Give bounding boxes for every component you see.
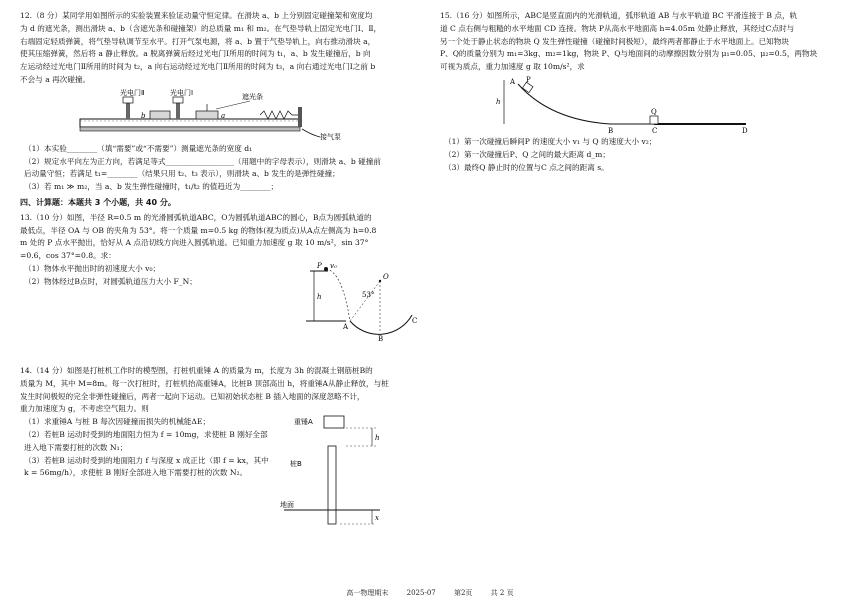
question-14 [20, 365, 428, 536]
h-label: h [317, 292, 322, 301]
q12-sub: （2）规定水平向左为正方向，若满足等式__________________（用题中的字母表示），则滑块 a、b 碰撞前 [24, 156, 381, 166]
q15-line: 15.（16 分）如图所示，ABC是竖直面内的光滑轨道，弧形轨道 AB 与水平轨道 BC 平滑连接于 B 点，轨 [440, 11, 798, 20]
q12-sub: 后动量守恒；若满足 t₁=________（结果只用 t₂、t₃ 表示），则滑块 a、b 发生的是弹性碰撞； [24, 169, 340, 179]
pile-label: 桩B [290, 460, 302, 469]
center-o-label: O [383, 272, 389, 281]
page-footer [0, 588, 860, 598]
q15-sub: （1）第一次碰撞后瞬间P 的速度大小 v₁ 与 Q 的速度大小 v₂； [444, 136, 657, 146]
q13-line: m 处的 P 点水平抛出，恰好从 A 点沿切线方向进入圆弧轨道。已知重力加速度 g 取 10 m/s²，sin 37° [20, 238, 369, 248]
height-h-label: h [496, 97, 501, 106]
height-h-label: h [375, 434, 380, 443]
track-pq-figure [440, 74, 842, 136]
q14-sub: 进入地下需要打桩的次数 N₁； [24, 442, 128, 452]
q13-sub: （2）物体经过B点时，对圆弧轨道压力大小 F_N； [24, 276, 197, 286]
q12-sub: （1）本实验________（填“需要”或“不需要”）测量遮光条的宽度 d₁ [24, 143, 253, 153]
q14-line: 质量为 M，其中 M=8m。每一次打桩时，打桩机抬高重锤A，比桩B 顶部高出 h，将重锤A从静止释放，与桩 [20, 378, 389, 388]
depth-x-label: x [375, 514, 379, 523]
footer-date: 2025-07 [406, 589, 436, 597]
q12-line: 为 d 的遮光条，测出滑块 a、b（含遮光条和碰撞架）的总质量 m₁ 和 m₂。在气垫导轨上固定光电门Ⅰ、Ⅱ， [20, 23, 382, 33]
q14-sub: k = 56mg/h），求使桩 B 刚好全部进入地下需要打桩的次数 N₂。 [24, 468, 248, 478]
q15-sub: （2）第一次碰撞后P、Q 之间的最大距离 d_m； [444, 149, 610, 159]
footer-total: 共 2 页 [490, 589, 514, 597]
point-c-label: C [412, 316, 418, 325]
point-b-label: B [378, 334, 384, 343]
strip-label: 遮光条 [242, 92, 263, 101]
q12-line: 右端固定轻质弹簧，将气垫导轨调节至水平。打开气泵电源，将 a、b 置于气垫导轨上，向右推动滑块 a， [20, 36, 376, 46]
point-a-label: A [510, 77, 516, 86]
question-15 [440, 10, 842, 174]
q14-line: 重力加速度为 g，不考虑空气阻力。则 [20, 404, 149, 414]
air-track-figure [20, 87, 428, 143]
q13-line: 13.（10 分）如图，半径 R=0.5 m 的光滑圆弧轨道ABC，O为圆弧轨道ABC的圆心，B点为圆弧轨道的 [20, 212, 372, 222]
q15-line: 可视为质点，重力加速度 g 取 10m/s²，求 [440, 62, 585, 72]
q15-sub: （3）最终Q 静止时的位置与C 点之间的距离 s。 [444, 162, 609, 172]
pile-b [328, 446, 336, 524]
q14-sub: （1）求重锤A 与桩 B 每次因碰撞而损失的机械能ΔE； [24, 417, 211, 427]
slider-b [150, 111, 170, 119]
spring [260, 111, 298, 119]
q14-sub: （3）若桩B 运动时受到的地面阻力 f 与深度 x 成正比（即 f = kx，其中 [24, 455, 269, 465]
block-q [650, 116, 658, 124]
q15-line: 另一个处于静止状态的物块 Q 发生弹性碰撞（碰撞时间极短），最终两者都静止于水平地面上。已知物块 [440, 36, 789, 46]
point-p-label: P [317, 261, 322, 270]
angle-label: 53° [362, 290, 375, 299]
left-column [20, 10, 428, 538]
question-13 [20, 212, 428, 345]
gate-1-label: 光电门Ⅰ [170, 88, 194, 97]
question-12 [20, 10, 428, 194]
q12-line: 不会与 a 再次碰撞。 [20, 74, 91, 84]
point-a-label: A [343, 322, 349, 331]
curved-track [518, 84, 610, 124]
hammer-a [324, 416, 344, 428]
q13-sub: （1）物体水平抛出时的初速度大小 v₀； [24, 263, 161, 273]
block-q-label: Q [651, 107, 657, 116]
q12-sub: （3）若 m₁ ≫ m₂，当 a、b 发生弹性碰撞时，t₁/t₂ 的值趋近为________； [24, 182, 279, 192]
footer-page: 第2页 [453, 589, 473, 597]
section-heading: 四、计算题：本题共 3 个小题，共 40 分。 [20, 197, 176, 207]
slider-a-label: a [221, 111, 226, 120]
v0-label: v₀ [330, 261, 337, 270]
footer-course: 高一物理期末 [346, 589, 389, 597]
right-column [440, 10, 842, 176]
pump-label: 接气泵 [320, 132, 341, 141]
point-d-label: D [742, 126, 748, 135]
q14-sub: （2）若桩B 运动时受到的地面阻力恒为 f = 10mg，求使桩 B 刚好全部 [24, 429, 268, 439]
hammer-label: 重锤A [294, 418, 313, 427]
block-p-label: P [526, 75, 531, 84]
q12-line: 左运动经过光电门Ⅱ所用的时间为 t₂，a 向右运动经过光电门Ⅱ所用的时间为 t₃，a 向右通过光电门Ⅰ之前 b [20, 62, 376, 72]
point-b-label: B [608, 126, 614, 135]
q14-line: 发生时间极短的完全非弹性碰撞后，两者一起向下运动。已知初始状态桩 B 插入地面的深度忽略不计， [20, 391, 365, 401]
q14-line: 14.（14 分）如图是打桩机工作时的模型图，打桩机重锤 A 的质量为 m，长度为 3h 的混凝土钢筋桩B的 [20, 365, 373, 375]
q12-line: 12.（8 分）某同学用如图所示的实验装置来验证动量守恒定律。在滑块 a、b 上分别固定碰撞架和宽度均 [20, 11, 373, 20]
q13-line: =0.6，cos 37°=0.8。求： [20, 251, 116, 261]
q13-line: 最低点，半径 OA 与 OB 的夹角为 53°。将一个质量 m=0.5 kg 的物体(视为质点)从A点左侧高为 h=0.8 [20, 225, 377, 235]
q12-line: 使其压缩弹簧，然后将 a 静止释放。a 脱离弹簧后经过光电门Ⅰ所用的时间为 t₁，a、b 发生碰撞后，b 向 [20, 49, 371, 59]
ground-label: 地面 [280, 501, 294, 510]
circular-track-figure [306, 259, 426, 345]
slider-b-label: b [141, 111, 146, 120]
point-c-label: C [652, 126, 658, 135]
pile-driver-figure [280, 410, 428, 538]
gate-2-label: 光电门Ⅱ [120, 88, 145, 97]
q15-line: 道 C 点右侧与粗糙的水平地面 CD 连接。物块 P从高水平地面高 h=4.05m 处静止释放，其经过C点时与 [440, 23, 795, 33]
q15-line: P、Q的质量分别为 m₁=3kg、m₂=1kg，物块 P、Q与地面间的动摩擦因数分别为 μ₁=0.05、μ₂=0.5，两物块 [440, 49, 818, 59]
slider-a [196, 111, 218, 119]
